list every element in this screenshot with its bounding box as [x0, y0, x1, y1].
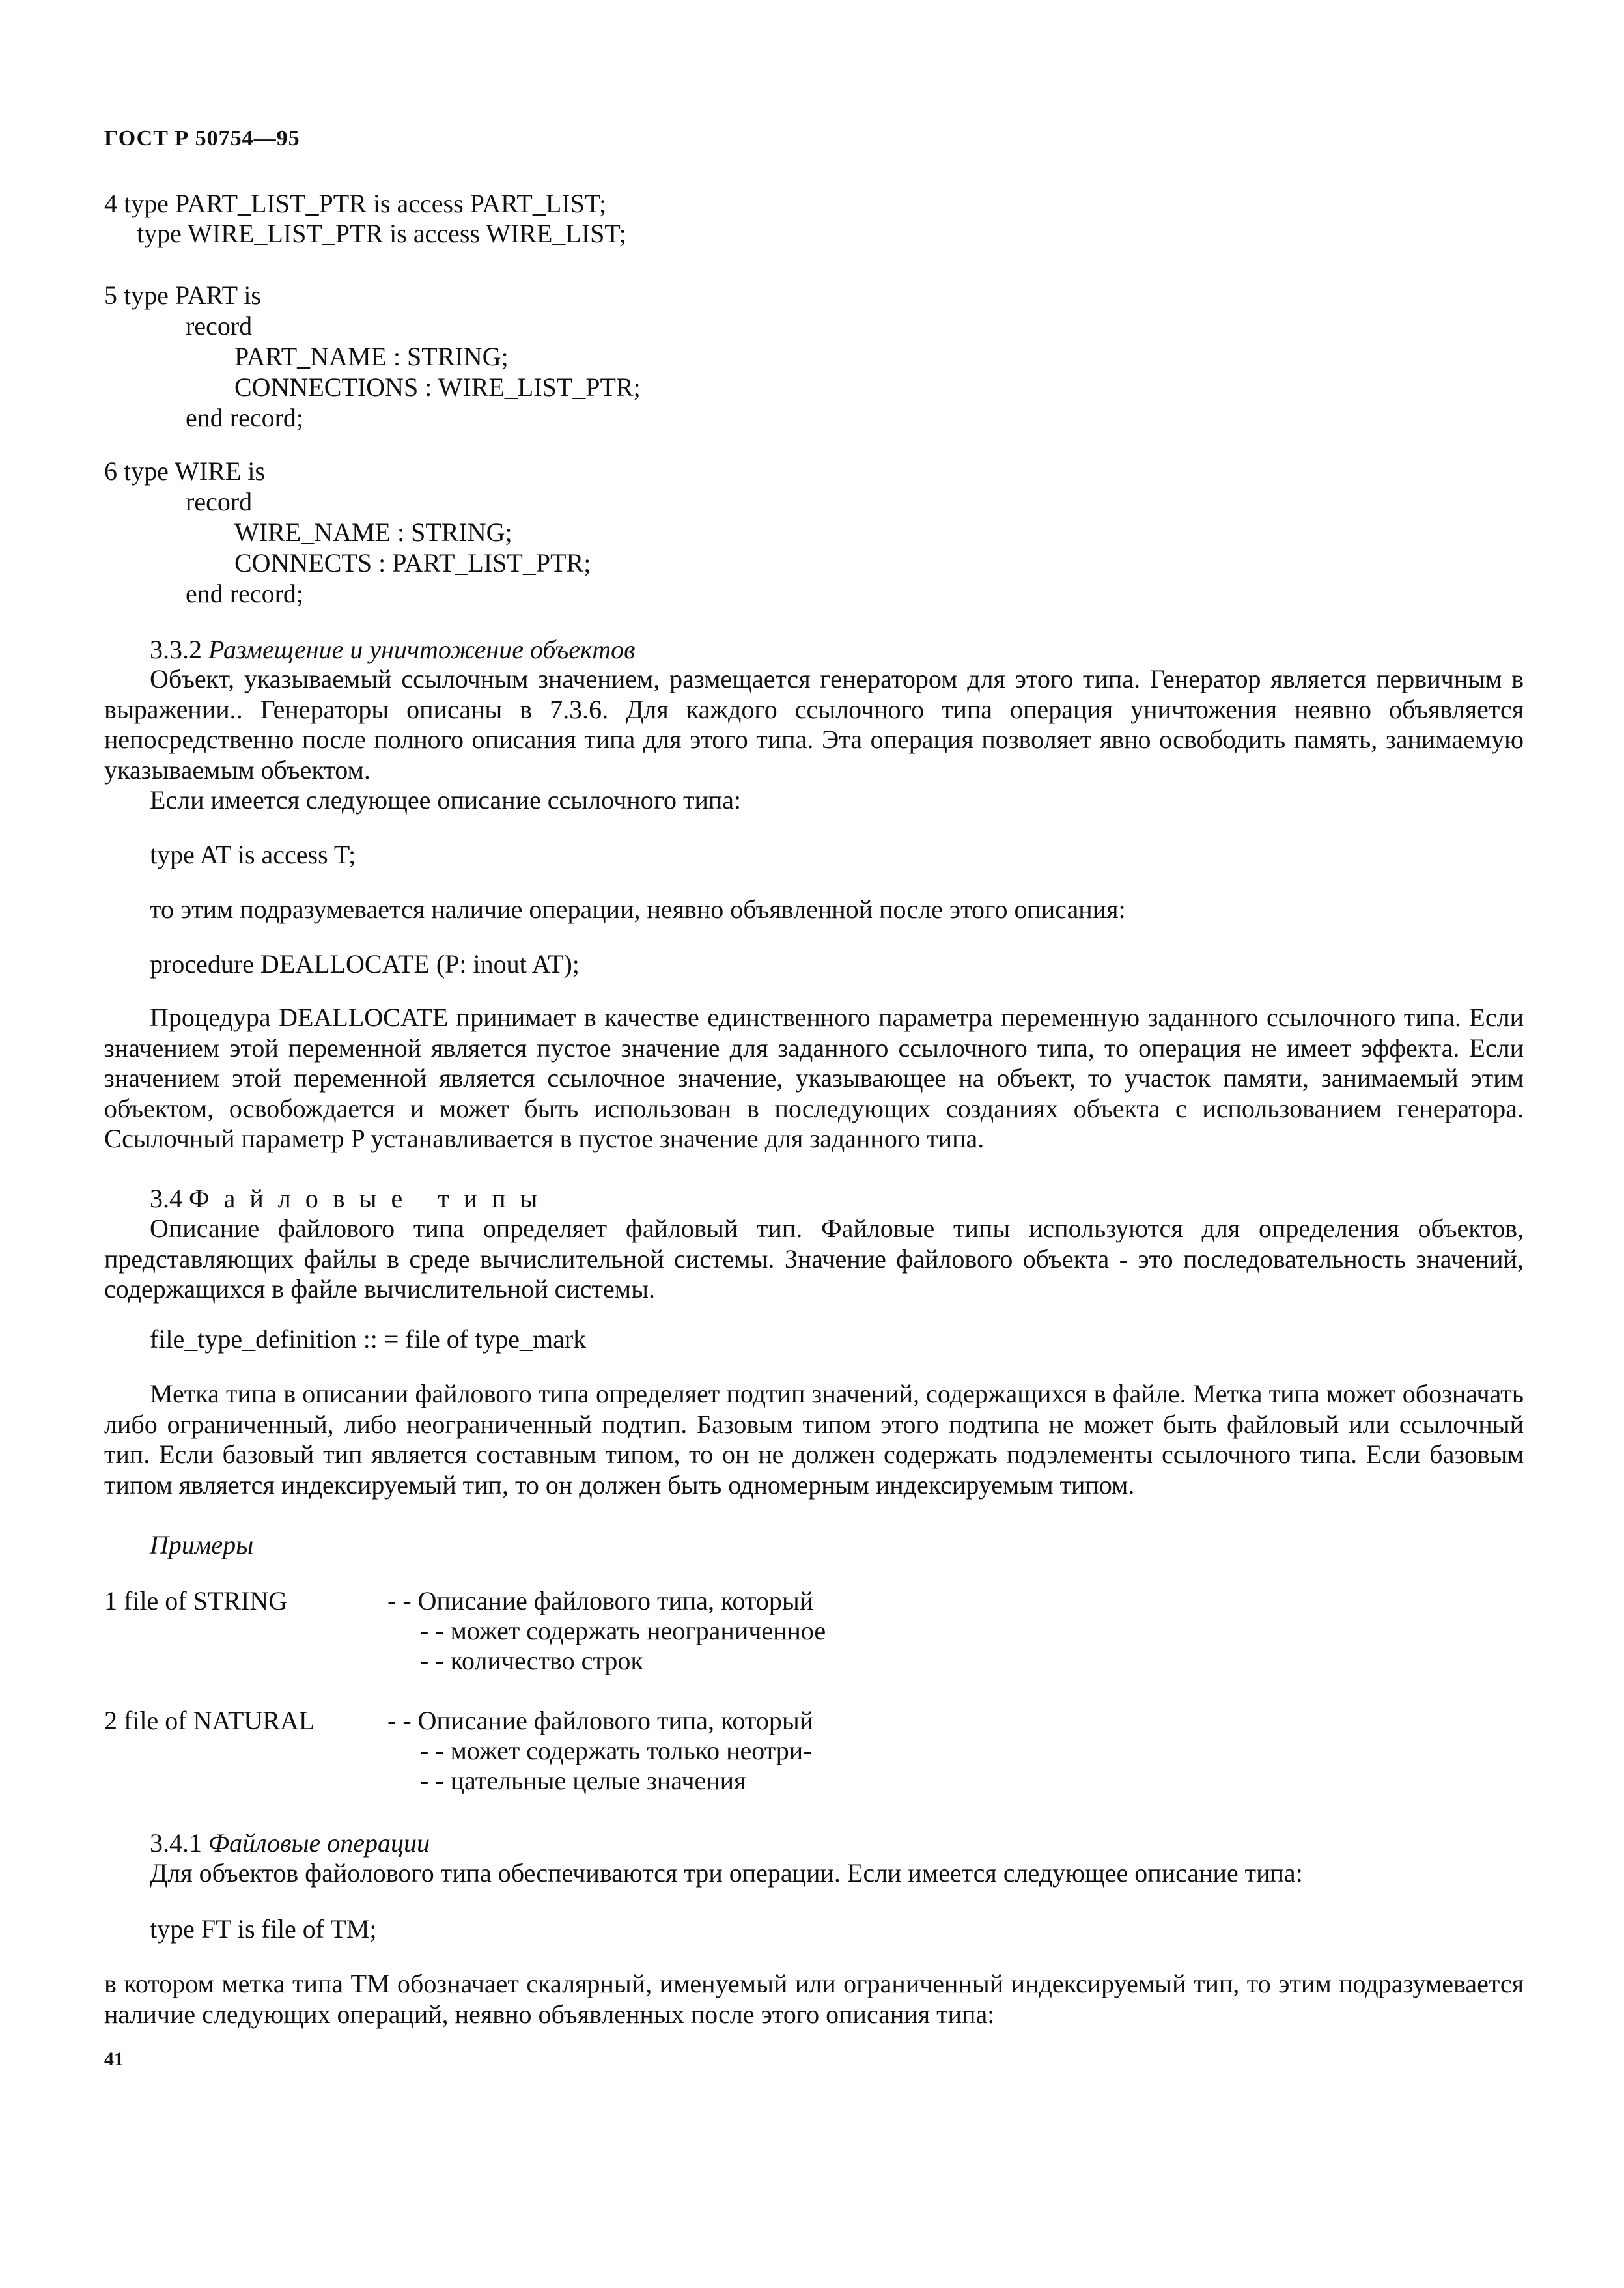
comment-line: - - может содержать неограниченное — [420, 1616, 826, 1645]
comment-line: - - количество строк — [420, 1646, 643, 1675]
page-number: 41 — [104, 2048, 124, 2070]
code-line: type FT is file of TM; — [150, 1914, 377, 1944]
file-example-1 — [104, 1586, 287, 1616]
paragraph: Если имеется следующее описание ссылочного типа: — [150, 785, 742, 815]
code-line: end record; — [186, 579, 304, 608]
code-line: end record; — [186, 403, 304, 432]
paragraph: Объект, указываемый ссылочным значением, размещается генератором для этого типа. Генератор является первичным в выражении.. Генераторы описаны в 7.3.6. Для каждого ссылочного типа операция уничтожения неявно объявляется непосредственно после полного описания типа для этого типа. Эта операция позволяет явно освободить память, занимаемую указываемым объектом. — [104, 664, 1524, 785]
section-number: 3.3.2 — [150, 635, 202, 664]
comment-line: - - может содержать только неотри- — [420, 1736, 812, 1765]
comment-line: - - Описание файлового типа, который — [387, 1586, 814, 1615]
file-example-1-comments — [387, 1586, 826, 1676]
code-line: 2 file of NATURAL — [104, 1706, 315, 1735]
code-line: procedure DEALLOCATE (P: inout AT); — [150, 949, 580, 979]
section-title: Размещение и уничтожение объектов — [208, 635, 636, 664]
comment-line: - - цательные целые значения — [420, 1766, 746, 1795]
code-line: 5 type PART is — [104, 281, 261, 310]
code-line: CONNECTIONS : WIRE_LIST_PTR; — [234, 372, 641, 402]
code-example-6 — [104, 456, 591, 609]
paragraph: в котором метка типа TM обозначает скалярный, именуемый или ограниченный индексируемый тип, то этим подразумевается наличие следующих операций, неявно объявленных после этого описания типа: — [104, 1969, 1524, 2029]
paragraph: Метка типа в описании файлового типа определяет подтип значений, содержащихся в файле. Метка типа может обозначать либо ограниченный, либо неограниченный подтип. Базовым типом этого подтипа не может быть файловый или ссылочный тип. Если базовый тип является составным типом, то он не должен содержать подэлементы ссылочного типа. Если базовым типом является индексируемый тип, то он должен быть одномерным индексируемым типом. — [104, 1379, 1524, 1500]
section-title: Файловые операции — [208, 1828, 430, 1858]
code-line: type WIRE_LIST_PTR is access WIRE_LIST; — [137, 219, 626, 248]
code-line: type AT is access T; — [150, 840, 356, 869]
examples-label: Примеры — [150, 1530, 254, 1559]
section-heading-3-4-1 — [150, 1828, 430, 1858]
comment-line: - - Описание файлового типа, который — [387, 1706, 814, 1735]
code-example-5 — [104, 280, 641, 433]
code-line: record — [186, 487, 253, 516]
section-heading-3-3-2 — [150, 635, 636, 665]
section-heading-3-4 — [150, 1184, 552, 1214]
syntax-rule: file_type_definition :: = file of type_mark — [150, 1324, 587, 1354]
code-line: record — [186, 311, 253, 341]
section-number: 3.4.1 — [150, 1828, 202, 1858]
standard-header: ГОСТ Р 50754—95 — [104, 126, 300, 150]
code-line: WIRE_NAME : STRING; — [234, 518, 512, 547]
code-line: 4 type PART_LIST_PTR is access PART_LIST; — [104, 189, 607, 218]
section-number: 3.4 — [150, 1184, 182, 1213]
file-example-2-comments — [387, 1706, 813, 1796]
file-example-2 — [104, 1706, 315, 1736]
code-line: PART_NAME : STRING; — [234, 342, 509, 371]
paragraph: Для объектов файолового типа обеспечиваются три операции. Если имеется следующее описание типа: — [150, 1858, 1303, 1888]
code-example-4 — [104, 189, 626, 249]
paragraph: Процедура DEALLOCATE принимает в качестве единственного параметра переменную заданного ссылочного типа. Если значением этой переменной является пустое значение для заданного ссылочного типа, то операция не имеет эффекта. Если значением этой переменной является ссылочное значение, указывающее на объект, то участок памяти, занимаемый этим объектом, освобождается и может быть использован в последующих созданиях объекта с использованием генератора. Ссылочный параметр P устанавливается в пустое значение для заданного типа. — [104, 1003, 1524, 1153]
code-line: 1 file of STRING — [104, 1586, 288, 1615]
code-line: 6 type WIRE is — [104, 456, 266, 486]
section-title: Файловые типы — [189, 1184, 552, 1213]
paragraph: Описание файлового типа определяет файловый тип. Файловые типы используются для определения объектов, представляющих файлы в среде вычислительной системы. Значение файлового объекта - это последовательность значений, содержащихся в файле вычислительной системы. — [104, 1214, 1524, 1304]
paragraph: то этим подразумевается наличие операции, неявно объявленной после этого описания: — [150, 895, 1126, 924]
code-line: CONNECTS : PART_LIST_PTR; — [234, 548, 591, 578]
